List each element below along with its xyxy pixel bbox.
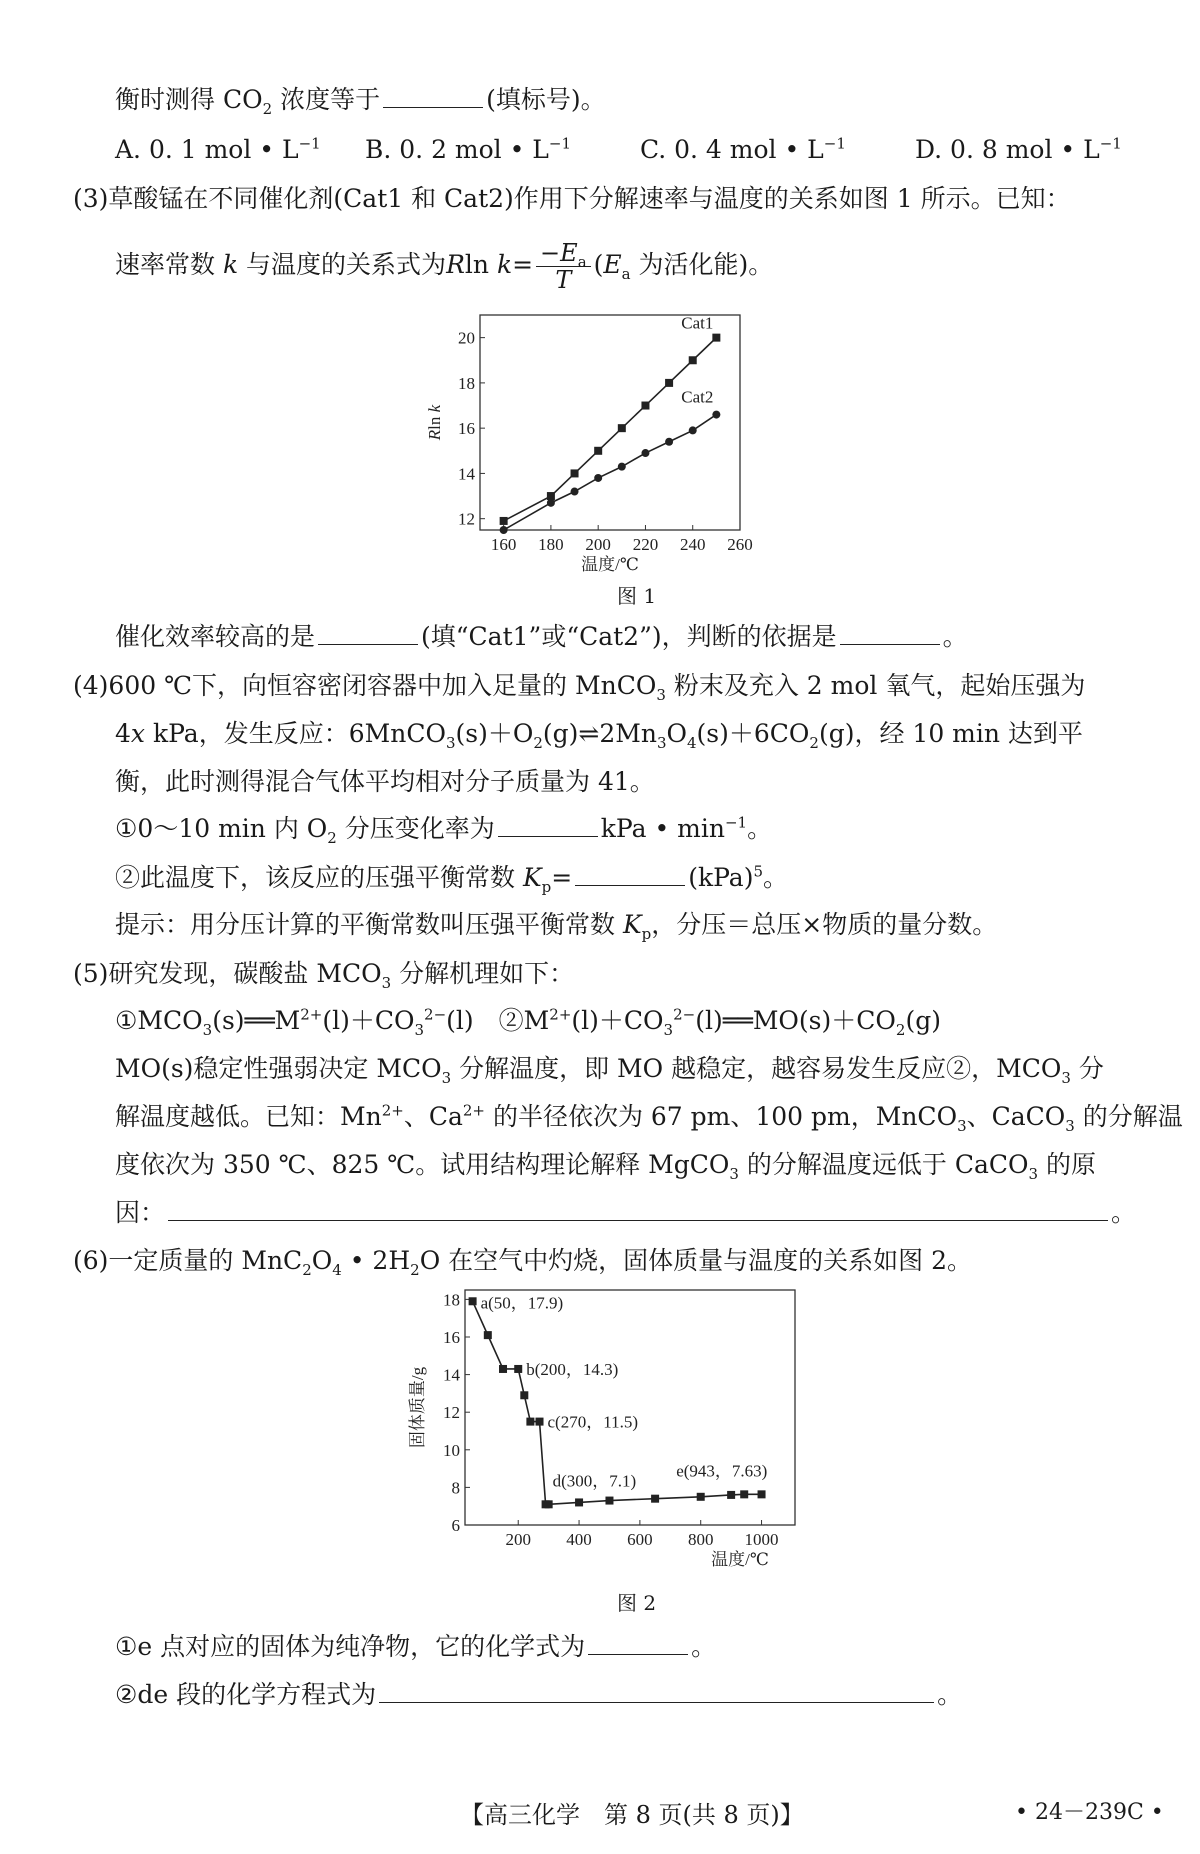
series-label: Cat1	[681, 313, 714, 333]
plot-frame	[480, 315, 740, 530]
data-point	[575, 1498, 583, 1506]
question-3-answer-line: 催化效率较高的是 (填“Cat1”或“Cat2”)，判断的依据是 。	[115, 622, 968, 651]
data-point	[484, 1331, 492, 1339]
y-tick-label: 20	[458, 328, 475, 348]
question-5-answer-line: 因： 。	[115, 1198, 1137, 1227]
kp-blank[interactable]	[575, 861, 685, 886]
line-co2-concentration	[115, 83, 606, 117]
data-point	[499, 1365, 507, 1373]
y-axis-label-part: ln	[425, 412, 444, 430]
series-line-Cat1	[504, 338, 717, 521]
x-tick-label: 180	[538, 535, 564, 554]
question-4-line-2: 4x kPa，发生反应：$6MnCO_3(s)+O_2(g)\rightleftharpoons 2Mn_3O_4(s)+6CO_2(g)$，经 10 min 达到平	[115, 719, 1083, 752]
data-point	[500, 526, 508, 534]
y-tick-label: 16	[458, 419, 475, 439]
x-tick-label: 800	[687, 1530, 714, 1549]
question-4-part-2: ②此温度下，该反应的压强平衡常数 $K_p= (kPa)^5$。	[115, 862, 789, 896]
x-tick-label: 240	[679, 535, 706, 554]
x-tick-label: 1000	[744, 1530, 779, 1549]
data-point	[651, 1495, 659, 1503]
y-tick-label: 18	[443, 1290, 460, 1310]
figure-2-caption: 图 2	[617, 1591, 657, 1615]
point-annotation: d(300，7.1)	[552, 1471, 637, 1491]
data-point	[665, 379, 673, 387]
y-tick-label: 16	[443, 1328, 460, 1347]
y-axis-label	[425, 404, 444, 441]
y-tick-label: 12	[443, 1403, 460, 1423]
point-annotation: c(270，11.5)	[547, 1412, 639, 1432]
page-code: • 24－239C •	[1015, 1800, 1164, 1825]
reason-blank[interactable]	[840, 620, 940, 645]
figure-1-caption: 图 1	[617, 584, 657, 608]
series-label: Cat2	[681, 387, 714, 407]
x-tick-label: 160	[490, 535, 517, 554]
catalyst-blank[interactable]	[318, 620, 418, 645]
question-4-line-1: (4)600 ℃下，向恒容密闭容器中加入足量的 MnCO$_3$ 粉末及充入 2 mol 氧气，起始压强为	[73, 671, 1086, 704]
y-tick-label: 14	[458, 464, 475, 484]
question-5-reactions: $①MCO_3(s)══M^{2+}(l)+CO_3^{2-}(l)$ $②M^{2+}(l)+CO_3^{2-}(l)══MO(s)+CO_2(g)$	[115, 1005, 941, 1039]
y-tick-label: 6	[451, 1516, 460, 1535]
y-tick-label: 12	[458, 509, 475, 529]
subscript: 2	[262, 100, 273, 118]
question-6-part-2: ②de 段的化学方程式为 。	[115, 1680, 963, 1709]
data-point	[594, 474, 602, 482]
data-point	[469, 1297, 477, 1305]
question-5-line-4: 解温度越低。已知：$Mn^{2+}$、$Ca^{2+}$ 的半径依次为 67 pm、100 pm，MnCO$_3$、CaCO$_3$ 的分解温	[115, 1101, 1183, 1135]
page-footer: 【高三化学 第 8 页(共 8 页)】	[460, 1801, 804, 1829]
question-4-part-1: ①0～10 min 内 $O_2$ 分压变化率为 kPa • $\min^{-1}$。	[115, 813, 773, 847]
question-5-line-3: MO(s)稳定性强弱决定 $MCO_3$ 分解温度，即 MO 越稳定，越容易发生反应②，$MCO_3$ 分	[115, 1054, 1104, 1087]
text: 浓度等于	[272, 85, 381, 114]
x-tick-label: 220	[632, 535, 659, 554]
point-annotation: a(50，17.9)	[480, 1293, 564, 1313]
data-point	[547, 499, 555, 507]
data-point	[536, 1418, 544, 1426]
data-point	[500, 517, 508, 525]
option-d[interactable]: D. 0. 8 mol • $L^{-1}$	[915, 134, 1122, 164]
data-point	[689, 426, 697, 434]
data-point	[605, 1497, 613, 1505]
text: 衡时测得 CO	[115, 85, 263, 114]
data-point	[712, 334, 720, 342]
hint-line: 提示：用分压计算的平衡常数叫压强平衡常数 $K_p$，分压＝总压×物质的量分数。	[115, 910, 998, 943]
data-point	[740, 1490, 748, 1498]
question-6-part-1: ①e 点对应的固体为纯净物，它的化学式为 。	[115, 1632, 717, 1661]
data-point	[520, 1391, 528, 1399]
series-line-Cat2	[504, 415, 717, 530]
data-point	[665, 438, 673, 446]
x-axis-label: 温度/℃	[711, 1550, 769, 1569]
rate-blank[interactable]	[498, 812, 598, 837]
data-point	[514, 1365, 522, 1373]
question-6-intro: (6)一定质量的 $MnC_2O_4$ • $2H_2O$ 在空气中灼烧，固体质量与温度的关系如图 2。	[73, 1246, 972, 1279]
x-axis-label: 温度/℃	[581, 555, 639, 574]
data-point	[758, 1490, 766, 1498]
point-annotation: b(200，14.3)	[526, 1359, 619, 1379]
answer-blank[interactable]	[383, 83, 483, 108]
point-annotation: e(943，7.63)	[676, 1461, 768, 1481]
question-3-formula-line: 速率常数 k 与温度的关系式为Rln k= $\frac{-E_a}{T}$ ($E_a$ 为活化能)。	[115, 239, 774, 294]
x-tick-label: 400	[566, 1530, 592, 1549]
question-4-line-3: 衡，此时测得混合气体平均相对分子质量为 41。	[115, 767, 655, 796]
data-point	[526, 1418, 534, 1426]
formula-blank[interactable]	[588, 1630, 688, 1655]
option-b[interactable]: B. 0. 2 mol • $L^{-1}$	[365, 134, 572, 164]
figure-1-chart	[410, 305, 770, 575]
y-tick-label: 18	[458, 373, 475, 393]
y-axis-label-part: R	[425, 429, 444, 441]
data-point	[618, 463, 626, 471]
fraction: $\frac{-E_a}{T}$	[536, 240, 591, 293]
data-point	[545, 1500, 553, 1508]
y-tick-label: 10	[443, 1440, 460, 1460]
data-point	[689, 356, 697, 364]
data-point	[641, 402, 649, 410]
data-point	[594, 447, 602, 455]
equation-blank[interactable]	[379, 1678, 934, 1703]
option-a[interactable]: A. 0. 1 mol • $L^{-1}$	[115, 134, 321, 164]
data-point	[571, 488, 579, 496]
y-axis-label-part: k	[425, 404, 444, 413]
x-tick-label: 200	[505, 1530, 531, 1549]
y-tick-label: 8	[451, 1478, 460, 1498]
y-axis-label: 固体质量/g	[408, 1366, 427, 1449]
reason-answer-blank[interactable]	[168, 1196, 1108, 1221]
data-point	[712, 411, 720, 419]
data-point	[618, 424, 626, 432]
figure-2-chart	[405, 1280, 800, 1580]
option-c[interactable]: C. 0. 4 mol • $L^{-1}$	[640, 134, 846, 164]
question-5-line-5: 度依次为 350 ℃、825 ℃。试用结构理论解释 MgCO$_3$ 的分解温度远低于 CaCO$_3$ 的原	[115, 1150, 1096, 1183]
x-tick-label: 600	[627, 1530, 653, 1549]
question-5-intro: (5)研究发现，碳酸盐 $MCO_3$ 分解机理如下：	[73, 959, 575, 992]
y-tick-label: 14	[443, 1365, 460, 1385]
data-point	[727, 1491, 735, 1499]
data-point	[697, 1493, 705, 1501]
data-point	[571, 469, 579, 477]
question-3-intro: (3)草酸锰在不同催化剂(Cat1 和 Cat2)作用下分解速率与温度的关系如图 1 所示。已知：	[73, 184, 1071, 213]
x-tick-label: 200	[585, 535, 611, 554]
data-point	[641, 449, 649, 457]
x-tick-label: 260	[727, 535, 753, 554]
text: (填标号)。	[486, 85, 606, 114]
